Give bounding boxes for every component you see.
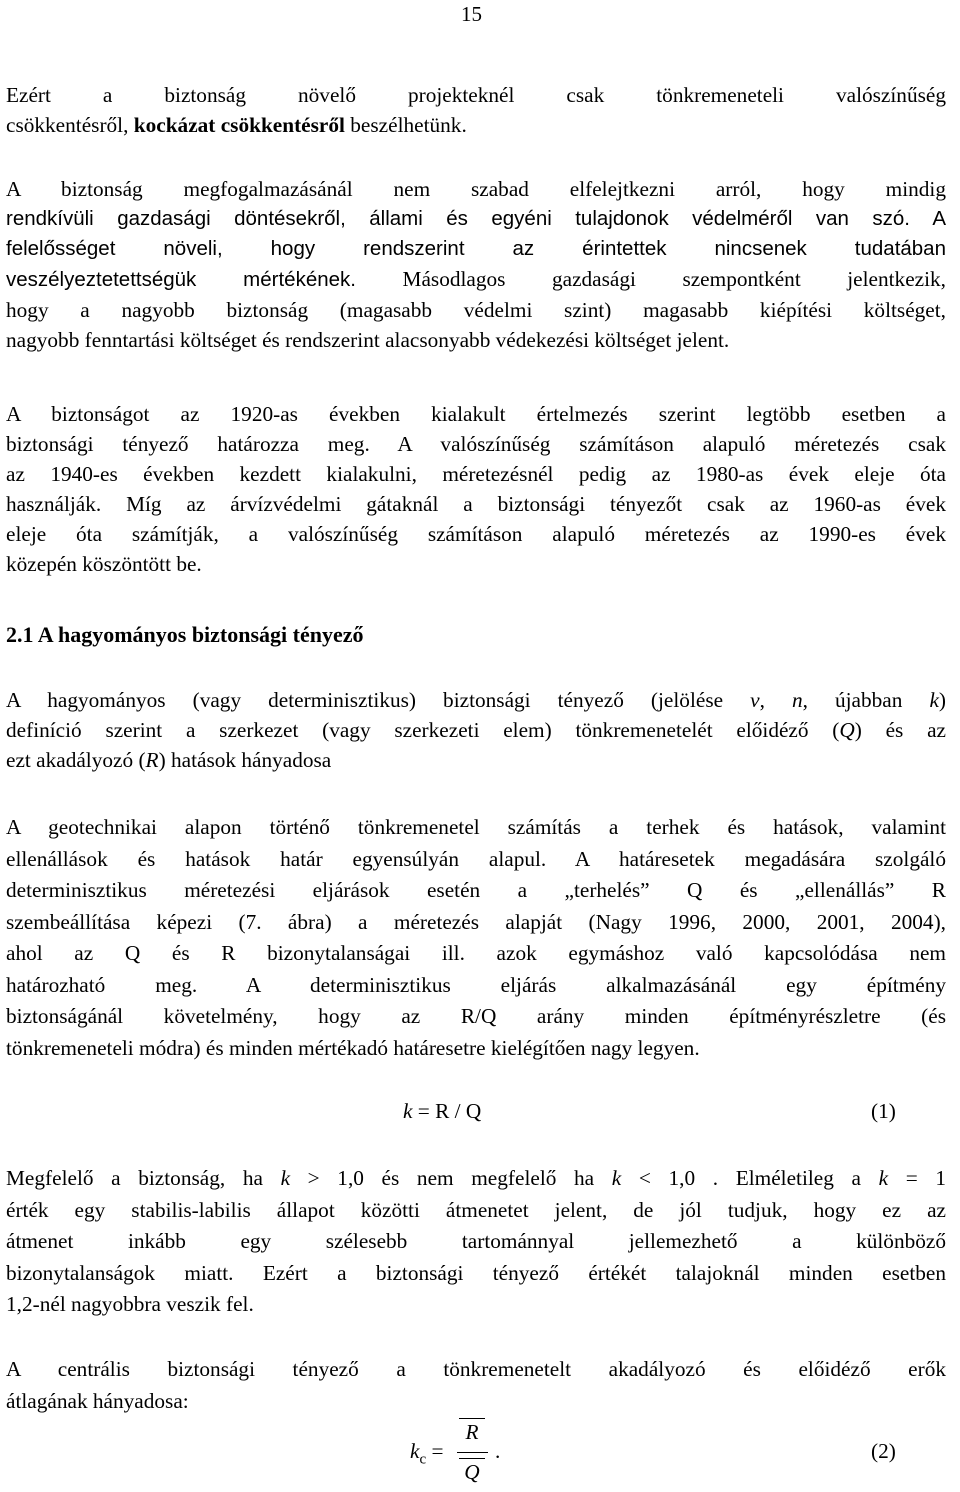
text-line: tönkremeneteli módra) és minden mértékadó határesetre kielégítően nagy legyen. xyxy=(6,1035,700,1060)
text-line xyxy=(6,685,946,715)
text-line: Ezért a biztonság növelő projekteknél csak tönkremeneteli valószínűség xyxy=(6,83,946,107)
symbol-k: k xyxy=(929,688,939,712)
paragraph-2 xyxy=(6,174,946,355)
text-line xyxy=(6,1163,946,1195)
fraction-bar xyxy=(457,1452,488,1453)
fraction-numerator xyxy=(458,1418,486,1445)
text-line: rendkívüli gazdasági döntésekről, állami és egyéni tulajdonok védelméről van szó. A xyxy=(6,207,946,230)
paragraph-3 xyxy=(6,399,946,579)
text-span: veszélyeztetettségük mértékének. xyxy=(6,268,356,291)
text-span: ) hatások hányadosa xyxy=(158,748,332,772)
page-number: 15 xyxy=(461,2,482,26)
text-line: felelősséget növeli, hogy rendszerint az érintettek nincsenek tudatában xyxy=(6,237,946,260)
text-span: > 1,0 és nem megfelelő ha xyxy=(290,1166,612,1190)
text-span: ezt akadályozó ( xyxy=(6,748,146,772)
symbol-nu: ν xyxy=(750,688,760,712)
overline xyxy=(459,1458,485,1459)
text-span: < 1,0 . Elméletileg a xyxy=(621,1166,879,1190)
symbol-n: n xyxy=(791,688,803,712)
equation-rhs: = R / Q xyxy=(412,1099,482,1123)
symbol-k: k xyxy=(410,1439,420,1463)
symbol-Q: Q xyxy=(464,1460,480,1484)
text-line: hogy a nagyobb biztonság (magasabb védelmi szint) magasabb kiépítési költséget, xyxy=(6,298,946,322)
symbol-k: k xyxy=(878,1166,889,1190)
text-line: A biztonságot az 1920-as években kialakult értelmezés szerint legtöbb esetben a xyxy=(6,402,946,426)
text-line: determinisztikus méretezési eljárások esetén a „terhelés” Q és „ellenállás” R xyxy=(6,878,946,902)
text-line xyxy=(6,110,946,140)
text-line: nagyobb fenntartási költséget és rendszerint alacsonyabb védekezési költséget jelent. xyxy=(6,328,730,352)
overline xyxy=(459,1418,485,1419)
section-heading: 2.1 A hagyományos biztonsági tényező xyxy=(6,622,364,647)
text-span: ) xyxy=(938,688,946,712)
text-span: A hagyományos (vagy determinisztikus) biztonsági tényező (jelölése xyxy=(6,688,751,712)
text-line xyxy=(6,715,946,745)
equation-2-number: (2) xyxy=(871,1439,896,1463)
text-line: A geotechnikai alapon történő tönkremenetel számítás a terhek és hatások, valamint xyxy=(6,815,946,839)
text-span: definíció szerint a szerkezet (vagy szerkezeti elem) tönkremenetelét előidéző ( xyxy=(6,718,840,742)
text-span: ) és az xyxy=(854,718,947,742)
text-line xyxy=(6,745,946,775)
equation-1-number: (1) xyxy=(871,1099,896,1123)
symbol-R: R xyxy=(145,748,159,772)
text-line: használják. Míg az árvízvédelmi gátaknál a biztonsági tényezőt csak az 1960-as évek xyxy=(6,492,946,516)
text-line xyxy=(6,264,946,295)
emphasis-text: kockázat csökkentésről xyxy=(133,113,345,137)
text-line: biztonságánál követelmény, hogy az R/Q arány minden építményrészletre (és xyxy=(6,1004,946,1028)
text-line: A centrális biztonsági tényező a tönkremenetelt akadályozó és előidéző erők xyxy=(6,1357,946,1381)
text-line: 1,2-nél nagyobbra veszik fel. xyxy=(6,1292,254,1316)
symbol-k: k xyxy=(611,1166,622,1190)
text-line: átmenet inkább egy szélesebb tartománnyal jellemezhető a különböző xyxy=(6,1229,946,1253)
paragraph-5 xyxy=(6,812,946,1064)
text-line: ellenállások és hatások határ egyensúlyán alapul. A határesetek megadására szolgáló xyxy=(6,846,946,871)
text-line: az 1940-es években kezdett kialakulni, méretezésnél pedig az 1980-as évek eleje óta xyxy=(6,462,946,486)
text-line: biztonsági tényező határozza meg. A valószínűség számításon alapuló méretezés csak xyxy=(6,432,946,456)
text-span: Megfelelő a biztonság, ha xyxy=(6,1166,281,1190)
text-span: csökkentésről, xyxy=(6,113,134,137)
symbol-k: k xyxy=(280,1166,291,1190)
equation-1 xyxy=(403,1099,481,1124)
paragraph-6 xyxy=(6,1163,946,1321)
text-line: bizonytalanságok miatt. Ezért a biztonsági tényező értékét talajoknál minden esetben xyxy=(6,1260,946,1285)
equation-2-period: . xyxy=(495,1439,501,1463)
symbol-Q: Q xyxy=(839,718,855,742)
paragraph-7 xyxy=(6,1353,946,1417)
text-line: határozható meg. A determinisztikus eljárás alkalmazásánál egy építmény xyxy=(6,972,946,997)
subscript-c: c xyxy=(419,1451,427,1468)
text-line: ahol az Q és R bizonytalanságai ill. azok egymáshoz való kapcsolódása nem xyxy=(6,941,946,965)
fraction-denominator xyxy=(458,1458,486,1485)
text-line: közepén köszöntött be. xyxy=(6,552,202,576)
symbol-k: k xyxy=(403,1099,413,1123)
text-span: Másodlagos gazdasági szempontként jelentkezik, xyxy=(356,267,946,291)
text-line: átlagának hányadosa: xyxy=(6,1389,189,1413)
text-line: érték egy stabilis-labilis állapot közötti átmenetet jelent, de jól tudjuk, hogy ez az xyxy=(6,1197,946,1222)
equation-2-lhs xyxy=(410,1438,443,1472)
paragraph-4 xyxy=(6,685,946,775)
text-span: beszélhetünk. xyxy=(344,113,467,137)
paragraph-1 xyxy=(6,80,946,140)
text-span: , újabban xyxy=(802,688,930,712)
text-line: eleje óta számítják, a valószínűség számításon alapuló méretezés az 1990-es évek xyxy=(6,522,946,546)
symbol-R: R xyxy=(465,1420,479,1444)
text-line: szembeállítása képezi (7. ábra) a méretezés alapját (Nagy 1996, 2000, 2001, 2004), xyxy=(6,909,946,934)
text-line: A biztonság megfogalmazásánál nem szabad elfelejtkezni arról, hogy mindig xyxy=(6,177,946,201)
text-span: = 1 xyxy=(888,1166,946,1190)
equals-sign: = xyxy=(426,1439,444,1463)
text-span: , xyxy=(759,688,792,712)
